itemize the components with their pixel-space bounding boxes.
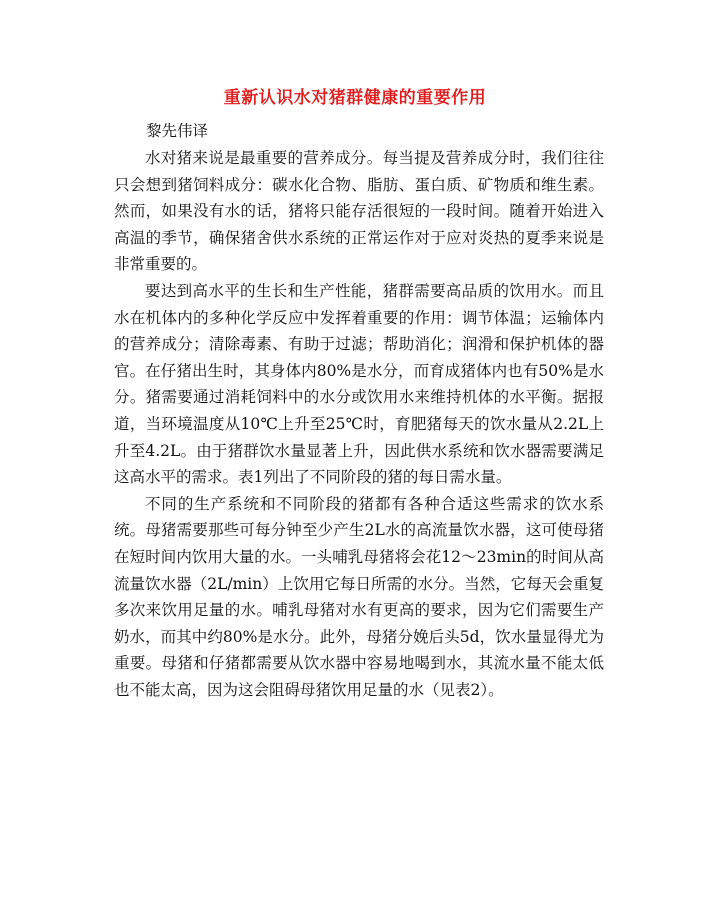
article-body [114, 145, 604, 703]
page-title: 重新认识水对猪群健康的重要作用 [223, 88, 487, 108]
paragraph-2: 要达到高水平的生长和生产性能，猪群需要高品质的饮用水。而且水在机体内的多种化学反应中发挥着重要的作用：调节体温；运输体内的营养成分；清除毒素、有助于过滤；帮助消化；润滑和保护机体的器官。在仔猪出生时，其身体内80%是水分，而育成猪体内也有50%是水分。猪需要通过消耗饲料中的水分或饮用水来维持机体的水平衡。据报道，当环境温度从10℃上升至25℃时，育肥猪每天的饮水量从2.2L上升至4.2L。由于猪群饮水量显著上升，因此供水系统和饮水器需要满足这高水平的需求。表1列出了不同阶段的猪的每日需水量。 [114, 281, 604, 487]
paragraph-3: 不同的生产系统和不同阶段的猪都有各种合适这些需求的饮水系统。母猪需要那些可每分钟至少产生2L水的高流量饮水器，这可使母猪在短时间内饮用大量的水。一头哺乳母猪将会花12～23min的时间从高流量饮水器（2L/min）上饮用它每日所需的水分。当然，它每天会重复多次来饮用足量的水。哺乳母猪对水有更高的要求，因为它们需要生产奶水，而其中约80%是水分。此外，母猪分娩后头5d，饮水量显得尤为重要。母猪和仔猪都需要从饮水器中容易地喝到水，其流水量不能太低也不能太高，因为这会阻碍母猪饮用足量的水（见表2）。 [114, 494, 604, 699]
paragraph-1: 水对猪来说是最重要的营养成分。每当提及营养成分时，我们往往只会想到猪饲料成分：碳水化合物、脂肪、蛋白质、矿物质和维生素。然而，如果没有水的话，猪将只能存活很短的一段时间。随着开始进入高温的季节，确保猪舍供水系统的正常运作对于应对炎热的夏季来说是非常重要的。 [114, 149, 604, 274]
author-line: 黎先伟译 [146, 122, 209, 140]
